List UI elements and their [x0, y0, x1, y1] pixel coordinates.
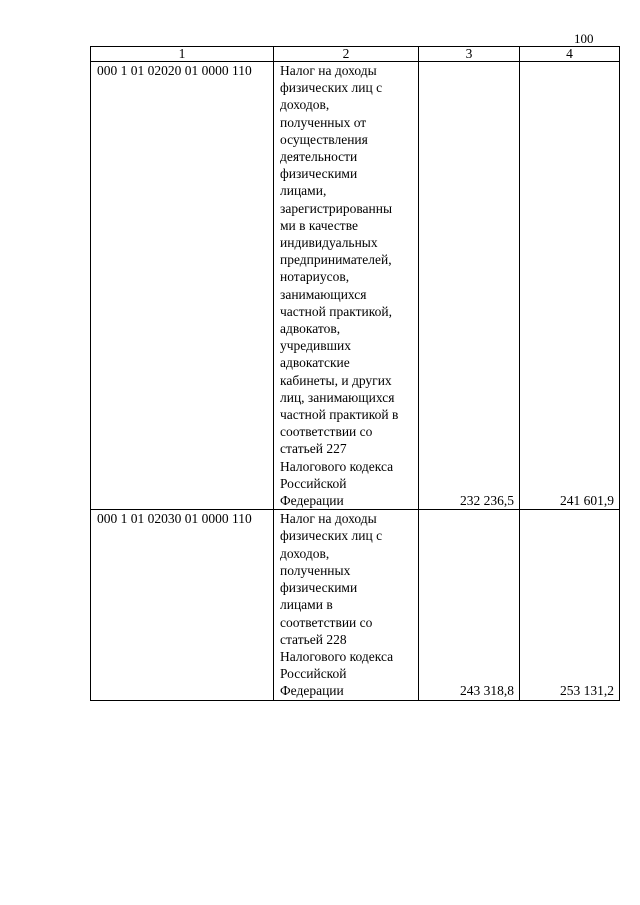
revenue-name-line: адвокатские — [280, 355, 350, 371]
revenue-name — [274, 62, 419, 510]
page-number: 100 — [574, 31, 594, 46]
revenue-name-line: предпринимателей, — [280, 252, 392, 268]
table-row — [91, 62, 620, 510]
revenue-name-line: Налогового кодекса — [280, 458, 394, 474]
revenue-name-line: учредивших — [280, 338, 351, 354]
revenue-name-line: лицами в — [280, 597, 333, 613]
revenue-name-line: полученных — [280, 562, 351, 578]
revenue-name-line: индивидуальных — [280, 235, 378, 251]
revenue-name-line: осуществления — [280, 131, 368, 147]
budget-revenue-table — [90, 46, 620, 701]
column-header-2: 2 — [274, 47, 419, 62]
column-header-1: 1 — [91, 47, 274, 62]
revenue-name-line: физических лиц с — [280, 80, 383, 96]
revenue-name-line: адвокатов, — [280, 321, 341, 337]
revenue-name-line: кабинеты, и других — [280, 372, 392, 388]
table-row — [91, 510, 620, 700]
revenue-name-line: ми в качестве — [280, 217, 358, 233]
revenue-name-line: соответствии со — [280, 614, 373, 630]
revenue-name-line: полученных от — [280, 114, 367, 130]
revenue-name-line: Налог на доходы — [280, 63, 377, 78]
revenue-name-line: физических лиц с — [280, 528, 383, 544]
revenue-name-line: физическими — [280, 580, 358, 596]
revenue-name-line: Федерации — [280, 493, 344, 509]
revenue-name-line: Российской — [280, 666, 347, 682]
revenue-name-line: статьей 227 — [280, 441, 347, 457]
revenue-name-line: деятельности — [280, 149, 358, 165]
revenue-name — [274, 510, 419, 700]
revenue-name-line: соответствии со — [280, 424, 373, 440]
revenue-name-line: Российской — [280, 475, 347, 491]
revenue-name-line: частной практикой, — [280, 303, 392, 319]
revenue-name-line: Федерации — [280, 683, 344, 699]
revenue-name-line: доходов, — [280, 545, 330, 561]
revenue-name-line: статьей 228 — [280, 631, 347, 647]
amount-column-4: 253 131,2 — [520, 510, 620, 700]
revenue-name-line: частной практикой в — [280, 407, 399, 423]
revenue-name-line: лиц, занимающихся — [280, 389, 395, 405]
revenue-name-line: доходов, — [280, 97, 330, 113]
revenue-name-line: лицами, — [280, 183, 327, 199]
revenue-name-line: зарегистрированны — [280, 200, 393, 216]
revenue-name-line: занимающихся — [280, 286, 367, 302]
amount-column-4: 241 601,9 — [520, 62, 620, 510]
budget-classification-code: 000 1 01 02020 01 0000 110 — [91, 62, 274, 510]
column-header-4: 4 — [520, 47, 620, 62]
revenue-name-line: Налог на доходы — [280, 511, 377, 527]
amount-column-3: 232 236,5 — [419, 62, 520, 510]
revenue-name-line: физическими — [280, 166, 358, 182]
table-header-row — [91, 47, 620, 62]
table-body — [91, 47, 620, 701]
column-header-3: 3 — [419, 47, 520, 62]
budget-classification-code: 000 1 01 02030 01 0000 110 — [91, 510, 274, 700]
revenue-name-line: Налогового кодекса — [280, 648, 394, 664]
amount-column-3: 243 318,8 — [419, 510, 520, 700]
revenue-name-line: нотариусов, — [280, 269, 350, 285]
